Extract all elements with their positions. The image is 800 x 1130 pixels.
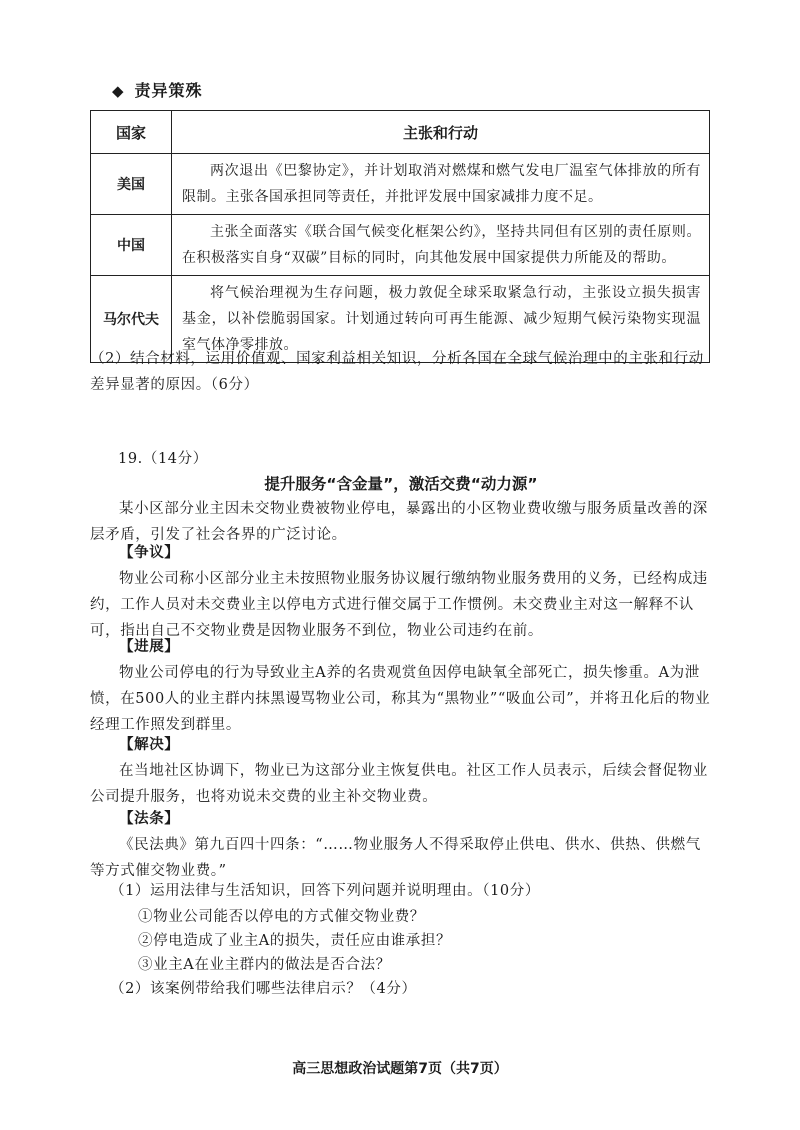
q19-title: 提升服务“含金量”，激活交费“动力源”: [264, 475, 538, 493]
country-cell: 中国: [91, 215, 172, 276]
sub-question: ③业主A在业主群内的做法是否合法？: [138, 957, 391, 973]
header-action: 主张和行动: [172, 111, 710, 154]
section-title: 责异策殊: [134, 81, 203, 100]
section-heading: [112, 78, 203, 101]
q19-intro: 某小区部分业主因未交物业费被物业停电，暴露出的小区物业费收缴与服务质量改善的深层矛盾，引发了社会各界的广泛讨论。: [90, 501, 708, 543]
law-label: 【法条】: [119, 811, 180, 827]
action-cell: 两次退出《巴黎协定》，并计划取消对燃煤和燃气发电厂温室气体排放的所有限制。主张各国承担同等责任，并批评发展中国家减排力度不足。: [172, 154, 710, 215]
q19-part2: （2）该案例带给我们哪些法律启示？（4分）: [110, 981, 417, 997]
diamond-bullet-icon: ◆: [112, 82, 125, 100]
resolve-label: 【解决】: [119, 737, 180, 753]
law-text: 《民法典》第九百四十四条：“……物业服务人不得采取停止供电、供水、供热、供燃气等方式催交物业费。”: [90, 837, 701, 879]
q19-part1: （1）运用法律与生活知识，回答下列问题并说明理由。（10分）: [110, 883, 540, 899]
resolve-text: 在当地社区协调下，物业已为这部分业主恢复供电。社区工作人员表示，后续会督促物业公司提升服务，也将劝说未交费的业主补交物业费。: [90, 763, 708, 805]
table-row: [91, 154, 710, 215]
action-cell: 将气候治理视为生存问题，极力敦促全球采取紧急行动，主张设立损失损害基金，以补偿脆弱国家。计划通过转向可再生能源、减少短期气候污染物实现温室气体净零排放。: [172, 276, 710, 363]
table-header-row: [91, 111, 710, 154]
country-cell: 马尔代夫: [91, 276, 172, 363]
table-row: [91, 215, 710, 276]
sub-question: ②停电造成了业主A的损失，责任应由谁承担？: [138, 933, 452, 949]
page-footer: 高三思想政治试题第7页（共7页）: [292, 1061, 508, 1077]
progress-label: 【进展】: [119, 639, 180, 655]
q18-part2: （2）结合材料，运用价值观、国家利益相关知识，分析各国在全球气候治理中的主张和行动差异显著的原因。（6分）: [90, 351, 704, 393]
action-cell: 主张全面落实《联合国气候变化框架公约》，坚持共同但有区别的责任原则。在积极落实自身“双碳”目标的同时，向其他发展中国家提供力所能及的帮助。: [172, 215, 710, 276]
dispute-label: 【争议】: [119, 545, 180, 561]
q19-number: 19.（14分）: [118, 451, 208, 467]
country-cell: 美国: [91, 154, 172, 215]
header-country: 国家: [91, 111, 172, 154]
dispute-text: 物业公司称小区部分业主未按照物业服务协议履行缴纳物业服务费用的义务，已经构成违约，工作人员对未交费业主以停电方式进行催交属于工作惯例。未交费业主对这一解释不认可，指出自己不交物业费是因物业服务不到位，物业公司违约在前。: [90, 571, 708, 639]
sub-question: ①物业公司能否以停电的方式催交物业费？: [138, 909, 425, 925]
progress-text: 物业公司停电的行为导致业主A养的名贵观赏鱼因停电缺氧全部死亡，损失惨重。A为泄愤，在500人的业主群内抹黑谩骂物业公司，称其为“黑物业”“吸血公司”，并将丑化后的物业经理工作照发到群里。: [90, 665, 711, 733]
climate-policy-table: [90, 110, 710, 363]
